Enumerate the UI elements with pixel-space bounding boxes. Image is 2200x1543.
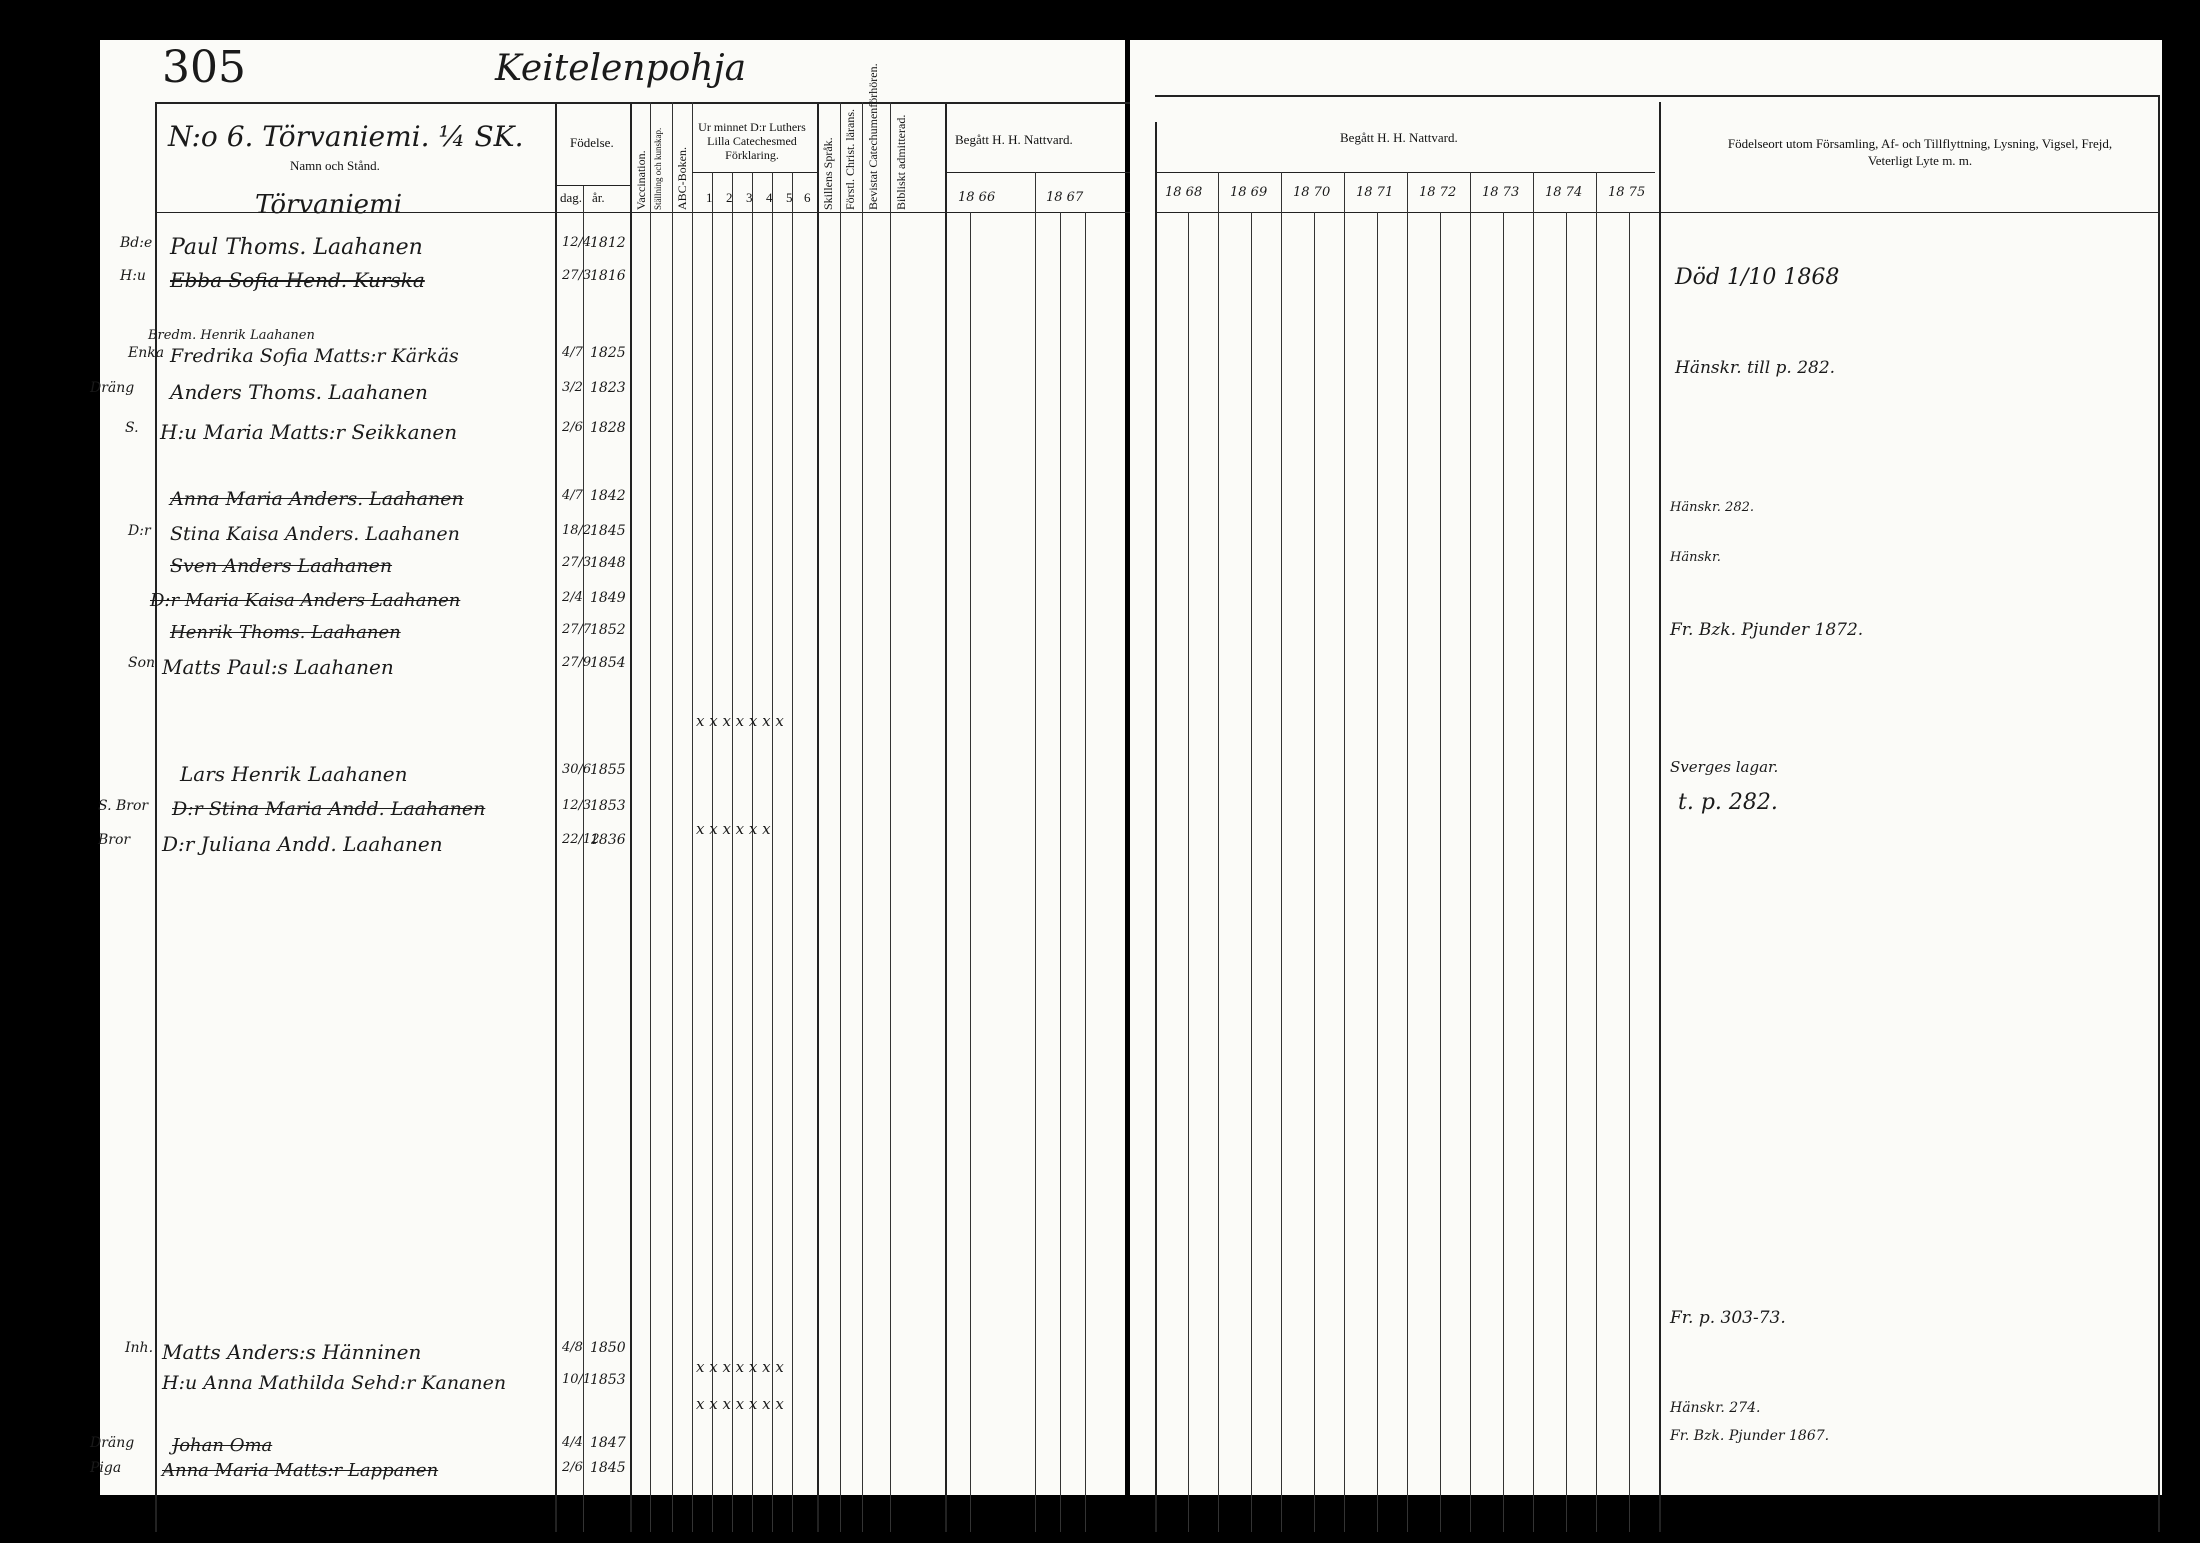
member-birth-year: 1852 [590,622,626,638]
col-border-lang [840,102,841,1532]
year-1874: 18 74 [1545,185,1583,200]
member-name: H:u Maria Matts:r Seikkanen [160,420,458,444]
remark: Hänskr. 282. [1670,500,1755,515]
knowledge-marks: x x x x x x x [696,1358,784,1376]
sub-border [1377,212,1378,1532]
member-role: Dräng [90,1435,135,1451]
member-birth-day: 27/3 [562,268,592,283]
member-birth-year: 1847 [590,1435,626,1451]
col-border-1870 [1344,172,1345,1532]
communion-header: Begått H. H. Nattvard. [955,132,1073,147]
member-birth-day: 27/7 [562,622,592,637]
member-name: Johan Oma [172,1435,273,1456]
member-name: Anders Thoms. Laahanen [170,380,428,404]
cat-border-1 [712,172,713,1532]
remark: Hänskr. [1670,550,1721,565]
member-role: S. Bror [98,798,149,814]
cat-border-2 [732,172,733,1532]
top-rule [1155,95,2160,97]
remark: Fr. Bzk. Pjunder 1872. [1670,620,1864,640]
col-border-1873 [1533,172,1534,1532]
page-number: 305 [162,42,246,93]
col-border-birth [630,102,632,1532]
col-border-left [155,102,157,1532]
member-birth-year: 1853 [590,1372,626,1388]
member-name: Anna Maria Matts:r Lappanen [162,1460,439,1481]
communion-sub-rule [1155,172,1655,173]
sub-border [1188,212,1189,1532]
member-birth-day: 4/7 [562,488,583,503]
cat-col-5: 5 [786,190,793,205]
member-name: D:r Maria Kaisa Anders Laahanen [150,590,461,611]
member-birth-day: 12/3 [562,798,592,813]
year-1868: 18 68 [1165,185,1203,200]
birth-sub-rule [555,185,630,186]
member-role: S. [125,420,139,436]
birth-year-header: år. [592,190,605,205]
communion-sub-rule [945,172,1130,173]
member-birth-year: 1848 [590,555,626,571]
sub-border-1866 [970,212,971,1532]
cat-col-3: 3 [746,190,753,205]
member-name: D:r Stina Maria Andd. Laahanen [172,798,486,820]
member-name: Sven Anders Laahanen [170,555,393,577]
member-role: D:r [128,523,151,539]
remarks-header: Födelseort utom Församling, Af- och Tillflyttning, Lysning, Vigsel, Frejd, Veterligt Lyte m. m. [1727,136,2113,168]
sub-border [1566,212,1567,1532]
member-role: Bd:e [120,235,153,251]
col-border-1871 [1407,172,1408,1532]
member-role: Son [128,655,156,671]
cat-col-2: 2 [726,190,733,205]
col-border-abc [692,102,693,1532]
member-birth-year: 1842 [590,488,626,504]
member-birth-day: 30/6 [562,762,592,777]
remark: Sverges lagar. [1670,758,1779,776]
member-birth-day: 27/9 [562,655,592,670]
member-birth-year: 1836 [590,832,626,848]
village-title: Keitelenpohja [495,48,747,89]
cat-col-6: 6 [804,190,811,205]
member-name: Stina Kaisa Anders. Laahanen [170,523,460,545]
sub-border [1629,212,1630,1532]
member-birth-year: 1855 [590,762,626,778]
col-border-catechumen [890,102,891,1532]
member-birth-year: 1845 [590,523,626,539]
col-border-left [1155,122,1157,1532]
col-border-name [555,102,557,1532]
top-rule [155,102,1130,104]
homestead-subtitle: Törvaniemi [255,190,403,220]
col-border-vacc [650,102,651,1532]
member-birth-day: 2/6 [562,420,583,435]
member-name: Paul Thoms. Laahanen [170,235,423,260]
remark: Hänskr. till p. 282. [1675,358,1836,378]
member-role: Inh. [125,1340,154,1356]
member-role: Dräng [90,380,135,396]
member-birth-year: 1812 [590,235,626,251]
cat-col-1: 1 [706,190,713,205]
member-name: Henrik Thoms. Laahanen [170,622,401,643]
member-name: Ebba Sofia Hend. Kurska [170,268,425,292]
member-name: Matts Anders:s Hänninen [162,1340,422,1364]
remark: Fr. Bzk. Pjunder 1867. [1670,1428,1830,1444]
member-birth-day: 4/8 [562,1340,583,1355]
sub-border [1503,212,1504,1532]
member-birth-year: 1828 [590,420,626,436]
catechism-sub-rule [692,172,817,173]
remark: Död 1/10 1868 [1675,265,1840,290]
sub-border [1251,212,1252,1532]
sub-border [1440,212,1441,1532]
cat-col-4: 4 [766,190,773,205]
member-birth-day: 18/2 [562,523,592,538]
col-border-status [672,102,673,1532]
col-border-1869 [1281,172,1282,1532]
member-birth-day: 27/3 [562,555,592,570]
christ-header: Förstl. Christ. lärans. [843,109,857,210]
member-birth-day: 10/1 [562,1372,592,1387]
sub-border [1314,212,1315,1532]
member-name: Fredrika Sofia Matts:r Kärkäs [170,345,459,367]
sub-border-1867 [1060,212,1061,1532]
year-1872: 18 72 [1419,185,1457,200]
member-birth-day: 4/7 [562,345,583,360]
member-role: Piga [90,1460,122,1476]
member-name: H:u Anna Mathilda Sehd:r Kananen [162,1372,507,1394]
knowledge-marks: x x x x x x x [696,1395,784,1413]
name-column-header: Namn och Stånd. [290,158,380,173]
knowledge-marks: x x x x x x [696,820,771,838]
year-1867: 18 67 [1046,190,1084,205]
homestead-heading: N:o 6. Törvaniemi. ¼ SK. [168,120,524,153]
col-border-christ [862,102,863,1532]
col-border-1866 [1035,172,1036,1532]
birth-header: Födelse. [570,135,614,150]
left-page [90,40,1125,1495]
member-role: Bror [98,832,131,848]
lang-header: Skillens Språk. [821,137,835,210]
member-birth-year: 1849 [590,590,626,606]
cat-border-4 [772,172,773,1532]
bible-header: Bibliskt admitterad. [894,114,908,210]
member-name: Matts Paul:s Laahanen [162,655,394,679]
member-birth-year: 1854 [590,655,626,671]
member-birth-day: 4/4 [562,1435,583,1450]
remark: Hänskr. 274. [1670,1400,1761,1416]
right-page [1130,40,2162,1495]
member-birth-day: 2/4 [562,590,583,605]
cat-border-5 [792,172,793,1532]
member-birth-year: 1823 [590,380,626,396]
catechumen-header: Bevistat Catechumenförhören. [866,63,880,210]
member-birth-day: 3/2 [562,380,583,395]
member-name: D:r Juliana Andd. Laahanen [162,832,443,856]
year-1869: 18 69 [1230,185,1268,200]
year-1873: 18 73 [1482,185,1520,200]
col-border-bible [945,102,947,1532]
col-border-1875 [1659,102,1661,1532]
member-birth-year: 1850 [590,1340,626,1356]
header-bottom-rule [1155,212,2160,213]
status-header: Ställning och kunskap. [653,127,663,210]
member-birth-day: 22/12 [562,832,600,847]
year-1870: 18 70 [1293,185,1331,200]
vaccination-header: Vaccination. [634,150,648,210]
col-border-1868 [1218,172,1219,1532]
cat-border-3 [752,172,753,1532]
col-border-cat [817,102,819,1532]
catechism-header: Ur minnet D:r Luthers Lilla Catechesmed Förklaring. [698,120,806,162]
member-role: H:u [120,268,146,284]
year-1866: 18 66 [958,190,996,205]
abc-header: ABC-Boken. [675,147,689,210]
year-1875: 18 75 [1608,185,1646,200]
remark: t. p. 282. [1678,790,1778,815]
member-birth-day: 2/6 [562,1460,583,1475]
member-birth-day: 12/4 [562,235,592,250]
col-border-1872 [1470,172,1471,1532]
col-border-right [2158,95,2160,1532]
col-border-1874 [1596,172,1597,1532]
col-border-day [583,185,584,1532]
member-name: Anna Maria Anders. Laahanen [170,488,464,510]
member-name: Bredm. Henrik Laahanen [148,328,315,343]
remark: Fr. p. 303-73. [1670,1308,1786,1328]
birth-day-header: dag. [560,190,583,205]
member-birth-year: 1816 [590,268,626,284]
member-birth-year: 1825 [590,345,626,361]
member-name: Lars Henrik Laahanen [180,762,408,786]
sub-border-1867b [1085,212,1086,1532]
communion-header: Begått H. H. Nattvard. [1340,130,1458,145]
member-birth-year: 1845 [590,1460,626,1476]
knowledge-marks: x x x x x x x [696,712,784,730]
year-1871: 18 71 [1356,185,1394,200]
member-role: Enka [128,345,165,361]
member-birth-year: 1853 [590,798,626,814]
